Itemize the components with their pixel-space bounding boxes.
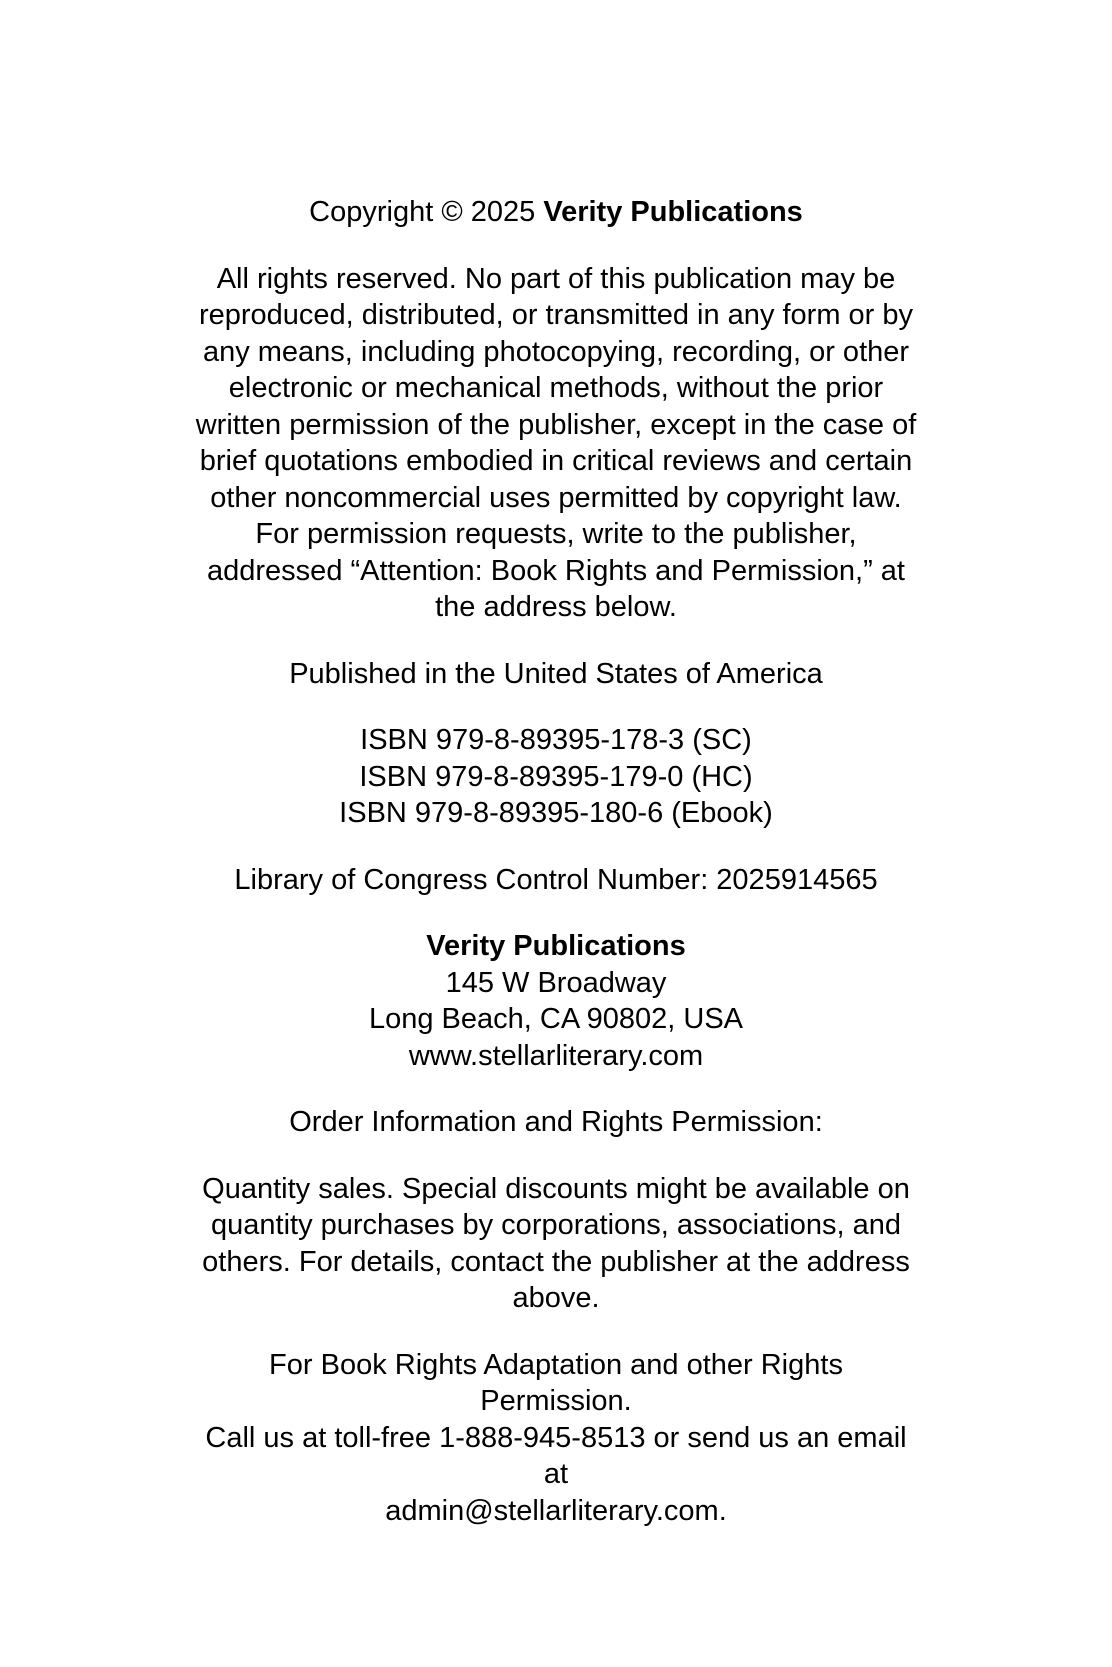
publisher-website: www.stellarliterary.com xyxy=(408,1039,704,1072)
copyright-content xyxy=(170,194,942,1529)
quantity-line: above. xyxy=(512,1282,600,1314)
rights-line: the address below. xyxy=(435,591,677,623)
rights-line: other noncommercial uses permitted by copyright law. xyxy=(210,481,902,514)
contact-email: admin@stellarliterary.com. xyxy=(385,1494,727,1527)
rights-line: electronic or mechanical methods, without the prior xyxy=(228,372,884,404)
contact-line: For Book Rights Adaptation and other Rights xyxy=(269,1348,843,1381)
isbn-ebook: ISBN 979-8-89395-180-6 (Ebook) xyxy=(339,797,773,829)
rights-contact-paragraph xyxy=(170,1347,942,1530)
quantity-line: quantity purchases by corporations, associations, and xyxy=(211,1209,901,1241)
quantity-line: others. For details, contact the publisher at the address xyxy=(202,1245,910,1278)
rights-line: written permission of the publisher, except in the case of xyxy=(195,408,917,441)
publisher-street: 145 W Broadway xyxy=(445,966,667,999)
quantity-sales-paragraph xyxy=(170,1171,942,1317)
publisher-name: Verity Publications xyxy=(426,930,686,962)
isbn-softcover: ISBN 979-8-89395-178-3 (SC) xyxy=(360,724,752,756)
rights-line: brief quotations embodied in critical reviews and certain xyxy=(199,445,913,477)
rights-line: All rights reserved. No part of this publication may be xyxy=(216,262,896,295)
contact-line: Permission. xyxy=(480,1385,632,1417)
lccn: Library of Congress Control Number: 2025914565 xyxy=(234,863,878,896)
rights-line: For permission requests, write to the publisher, xyxy=(255,518,857,550)
rights-line: any means, including photocopying, recording, or other xyxy=(202,335,910,368)
contact-line: Call us at toll-free 1-888-945-8513 or send us an email xyxy=(205,1421,907,1454)
publisher-city: Long Beach, CA 90802, USA xyxy=(368,1003,744,1035)
copyright-publisher: Verity Publications xyxy=(543,196,803,228)
rights-line: reproduced, distributed, or transmitted in any form or by xyxy=(198,299,914,331)
order-heading: Order Information and Rights Permission: xyxy=(289,1106,823,1138)
isbn-list xyxy=(170,722,942,832)
copyright-prefix: Copyright © 2025 xyxy=(309,196,544,228)
publisher-address xyxy=(170,928,942,1074)
isbn-hardcover: ISBN 979-8-89395-179-0 (HC) xyxy=(359,760,753,793)
rights-line: addressed “Attention: Book Rights and Permission,” at xyxy=(207,554,905,587)
rights-paragraph xyxy=(170,261,942,626)
quantity-line: Quantity sales. Special discounts might be available on xyxy=(202,1172,910,1205)
contact-line: at xyxy=(543,1458,569,1490)
published-in: Published in the United States of America xyxy=(289,657,823,690)
copyright-line xyxy=(170,194,942,231)
